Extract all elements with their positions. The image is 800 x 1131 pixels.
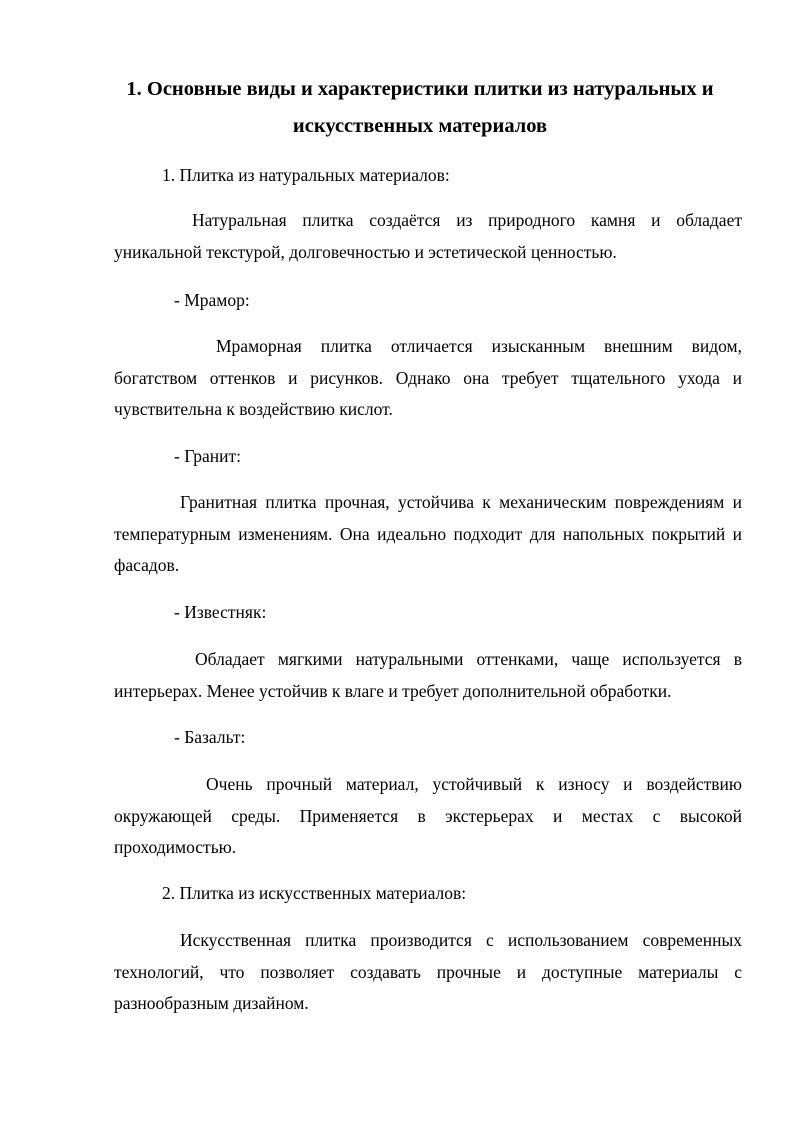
item-label-marble: - Мрамор:	[174, 290, 250, 310]
item-label-granite: - Гранит:	[174, 446, 241, 466]
section-intro-artificial: Искусственная плитка производится с использованием современных технологий, что позволяет создавать прочные и доступные материалы с разнообразным дизайном.	[114, 930, 742, 1013]
item-label-basalt: - Базальт:	[174, 727, 246, 747]
item-label-limestone: - Известняк:	[174, 602, 267, 622]
document-heading: 1. Основные виды и характеристики плитки из натуральных и искусственных материалов	[126, 78, 714, 137]
section-intro-natural: Натуральная плитка создаётся из природного камня и обладает уникальной текстурой, долговечностью и эстетической ценностью.	[114, 210, 742, 262]
item-text-granite: Гранитная плитка прочная, устойчива к механическим повреждениям и температурным изменениям. Она идеально подходит для напольных покрытий и фасадов.	[114, 492, 742, 575]
section-title-natural: 1. Плитка из натуральных материалов:	[162, 165, 450, 185]
item-text-limestone: Обладает мягкими натуральными оттенками, чаще используется в интерьерах. Менее устойчив к влаге и требует дополнительной обработки.	[114, 649, 742, 701]
item-text-marble: Мраморная плитка отличается изысканным внешним видом, богатством оттенков и рисунков. Однако она требует тщательного ухода и чувствительна к воздействию кислот.	[114, 336, 742, 419]
section-title-artificial: 2. Плитка из искусственных материалов:	[162, 883, 467, 903]
item-text-basalt: Очень прочный материал, устойчивый к износу и воздействию окружающей среды. Применяется в экстерьерах и местах с высокой проходимостью.	[114, 774, 742, 857]
